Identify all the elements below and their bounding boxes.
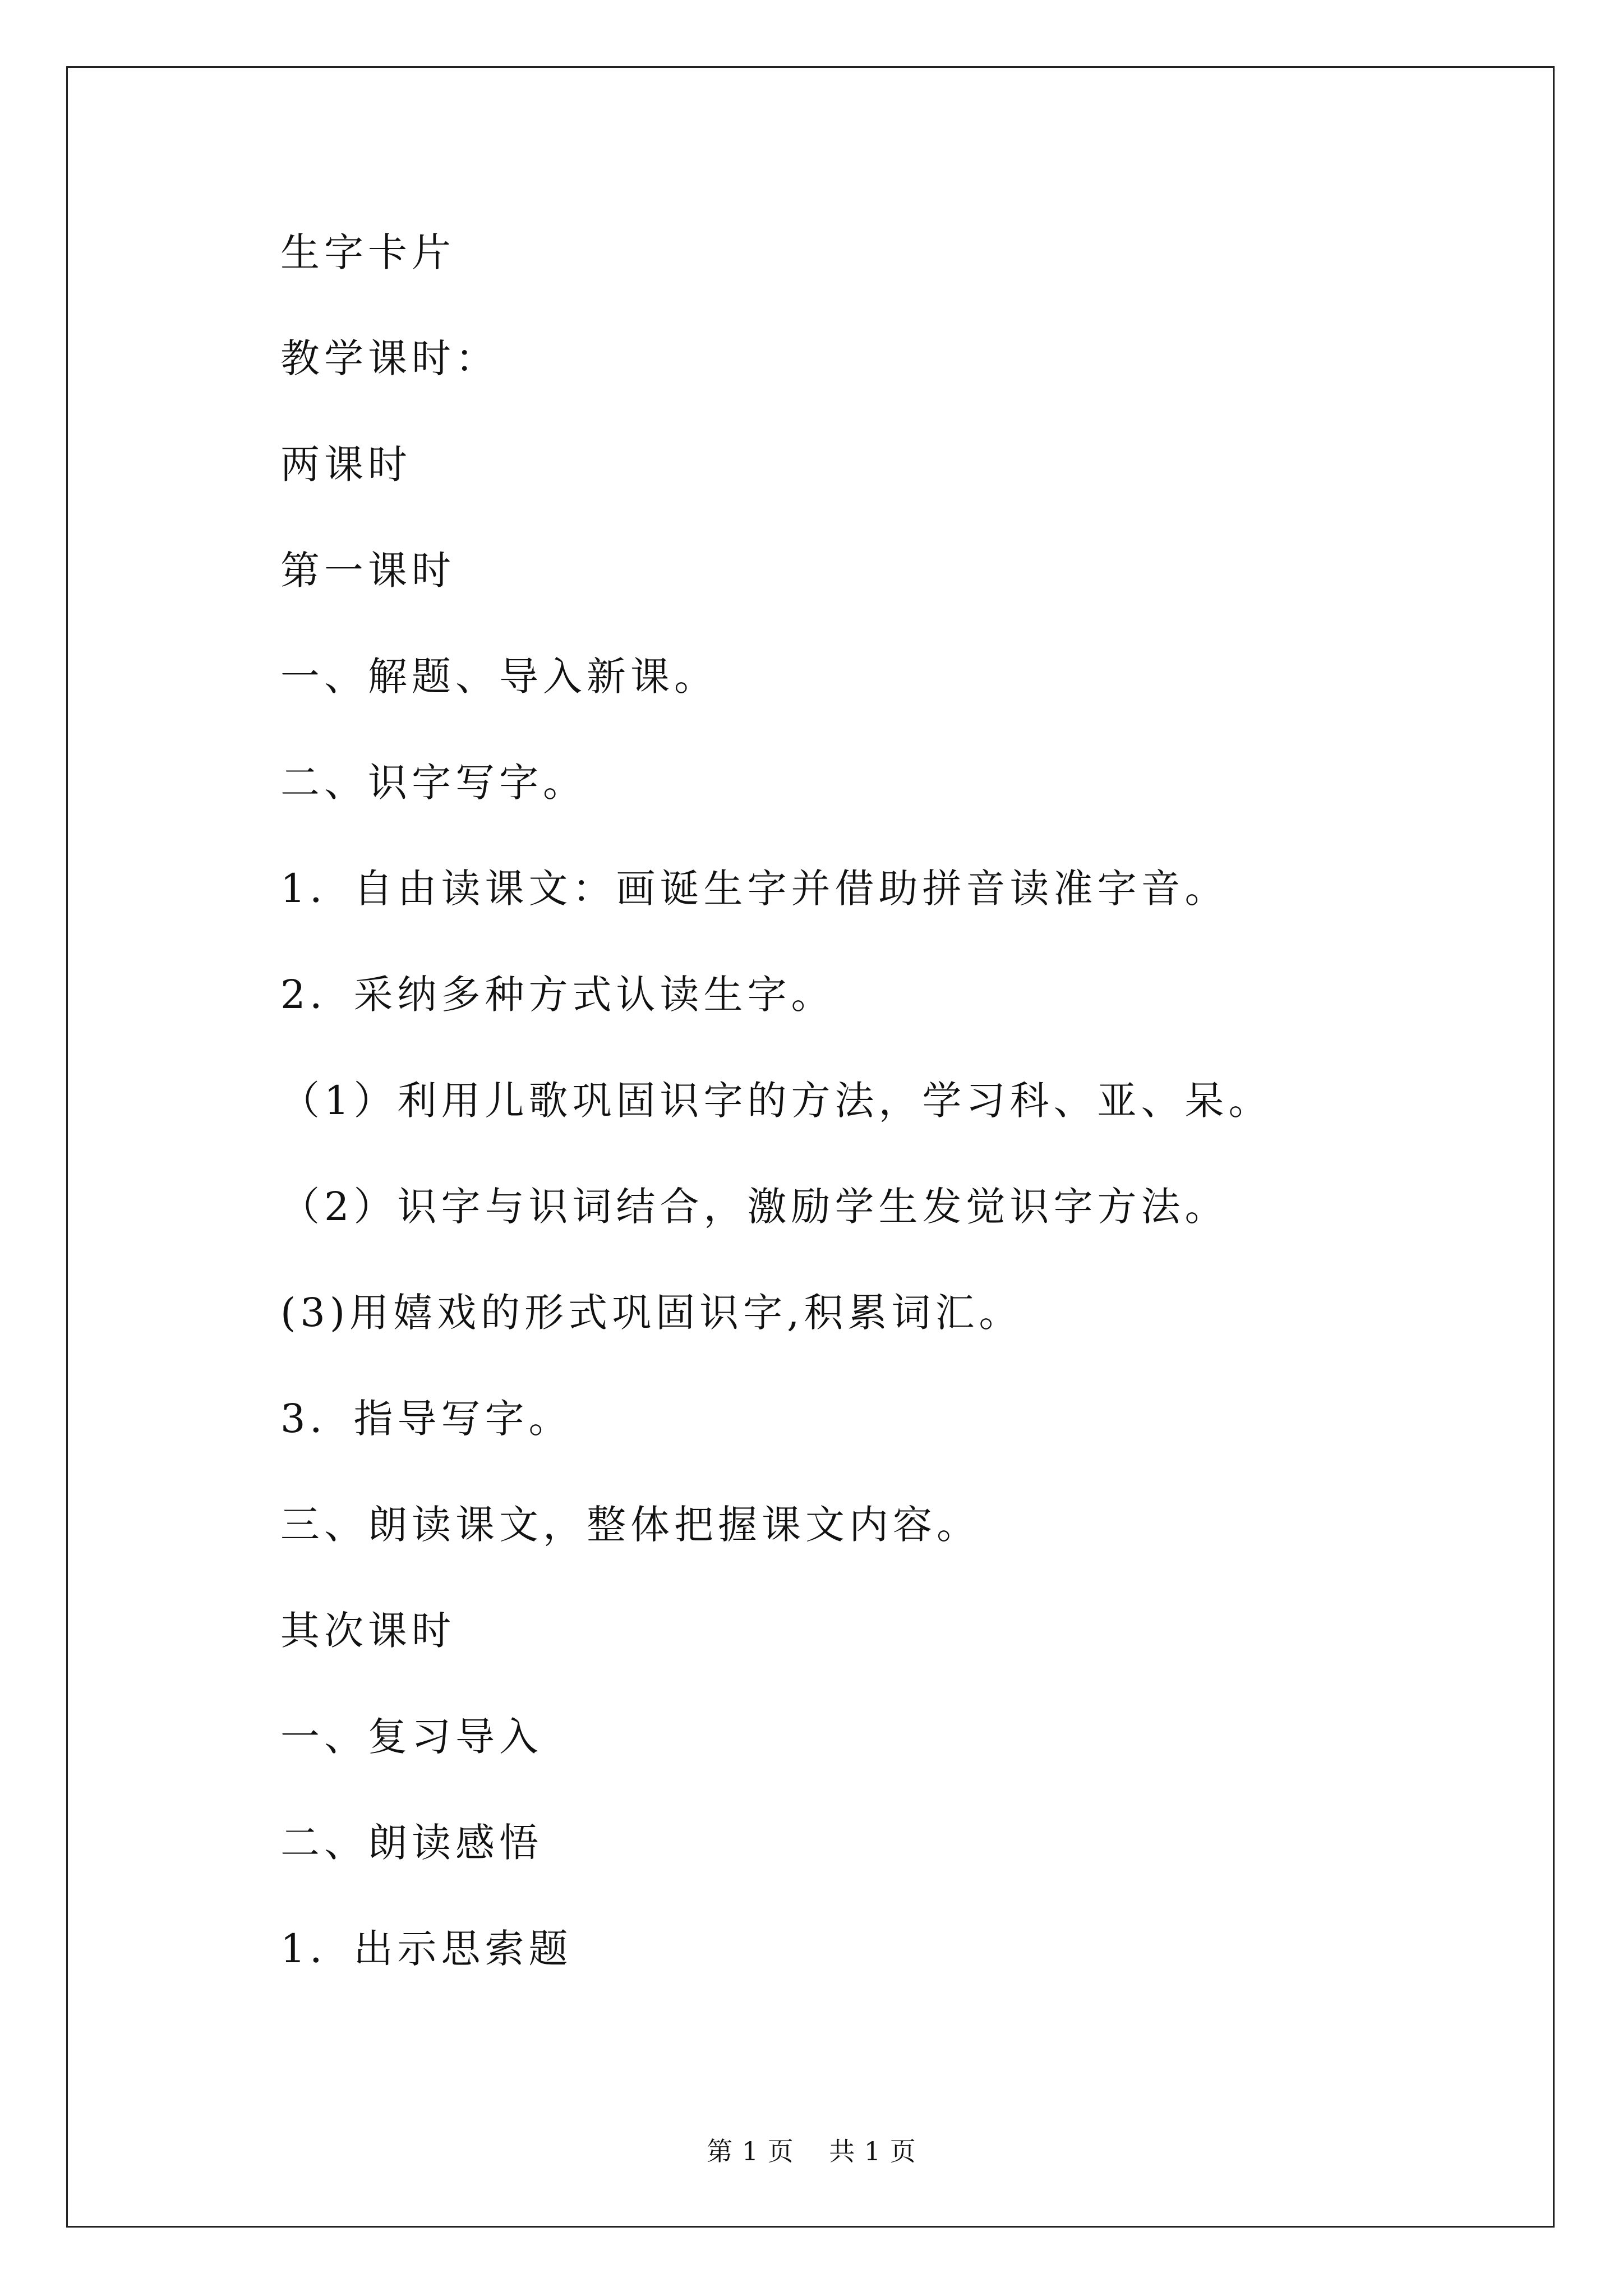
section-second-lesson: 其次课时 xyxy=(280,1608,455,1654)
paragraph-line: 1．自由读课文：画诞生字并借助拼音读准字音。 xyxy=(280,866,1229,912)
paragraph-line: 二、朗读感悟 xyxy=(280,1820,543,1866)
section-first-lesson: 第一课时 xyxy=(280,547,455,593)
paragraph-line: 一、解题、导入新课。 xyxy=(280,654,718,700)
paragraph-line: 一、复习导入 xyxy=(280,1714,543,1760)
page-number-footer: 第 1 页 共 1 页 xyxy=(707,2136,916,2166)
teaching-hours-label: 教学课时： xyxy=(280,335,499,381)
paragraph-line: （1）利用儿歌巩固识字的方法，学习科、亚、呆。 xyxy=(280,1078,1272,1124)
paragraph-line: 2．采纳多种方式认读生字。 xyxy=(280,972,835,1018)
heading-flashcards: 生字卡片 xyxy=(280,229,455,275)
teaching-hours-value: 两课时 xyxy=(280,441,412,487)
paragraph-line: 3．指导写字。 xyxy=(280,1396,573,1442)
paragraph-line: （2）识字与识词结合，激励学生发觉识字方法。 xyxy=(280,1184,1229,1230)
document-body xyxy=(280,222,1514,2024)
paragraph-line: 三、朗读课文，整体把握课文内容。 xyxy=(280,1502,980,1548)
paragraph-line: 1．出示思索题 xyxy=(280,1926,573,1972)
paragraph-line: 二、识字写字。 xyxy=(280,760,587,806)
paragraph-line: (3)用嬉戏的形式巩固识字,积累词汇。 xyxy=(280,1290,1023,1336)
